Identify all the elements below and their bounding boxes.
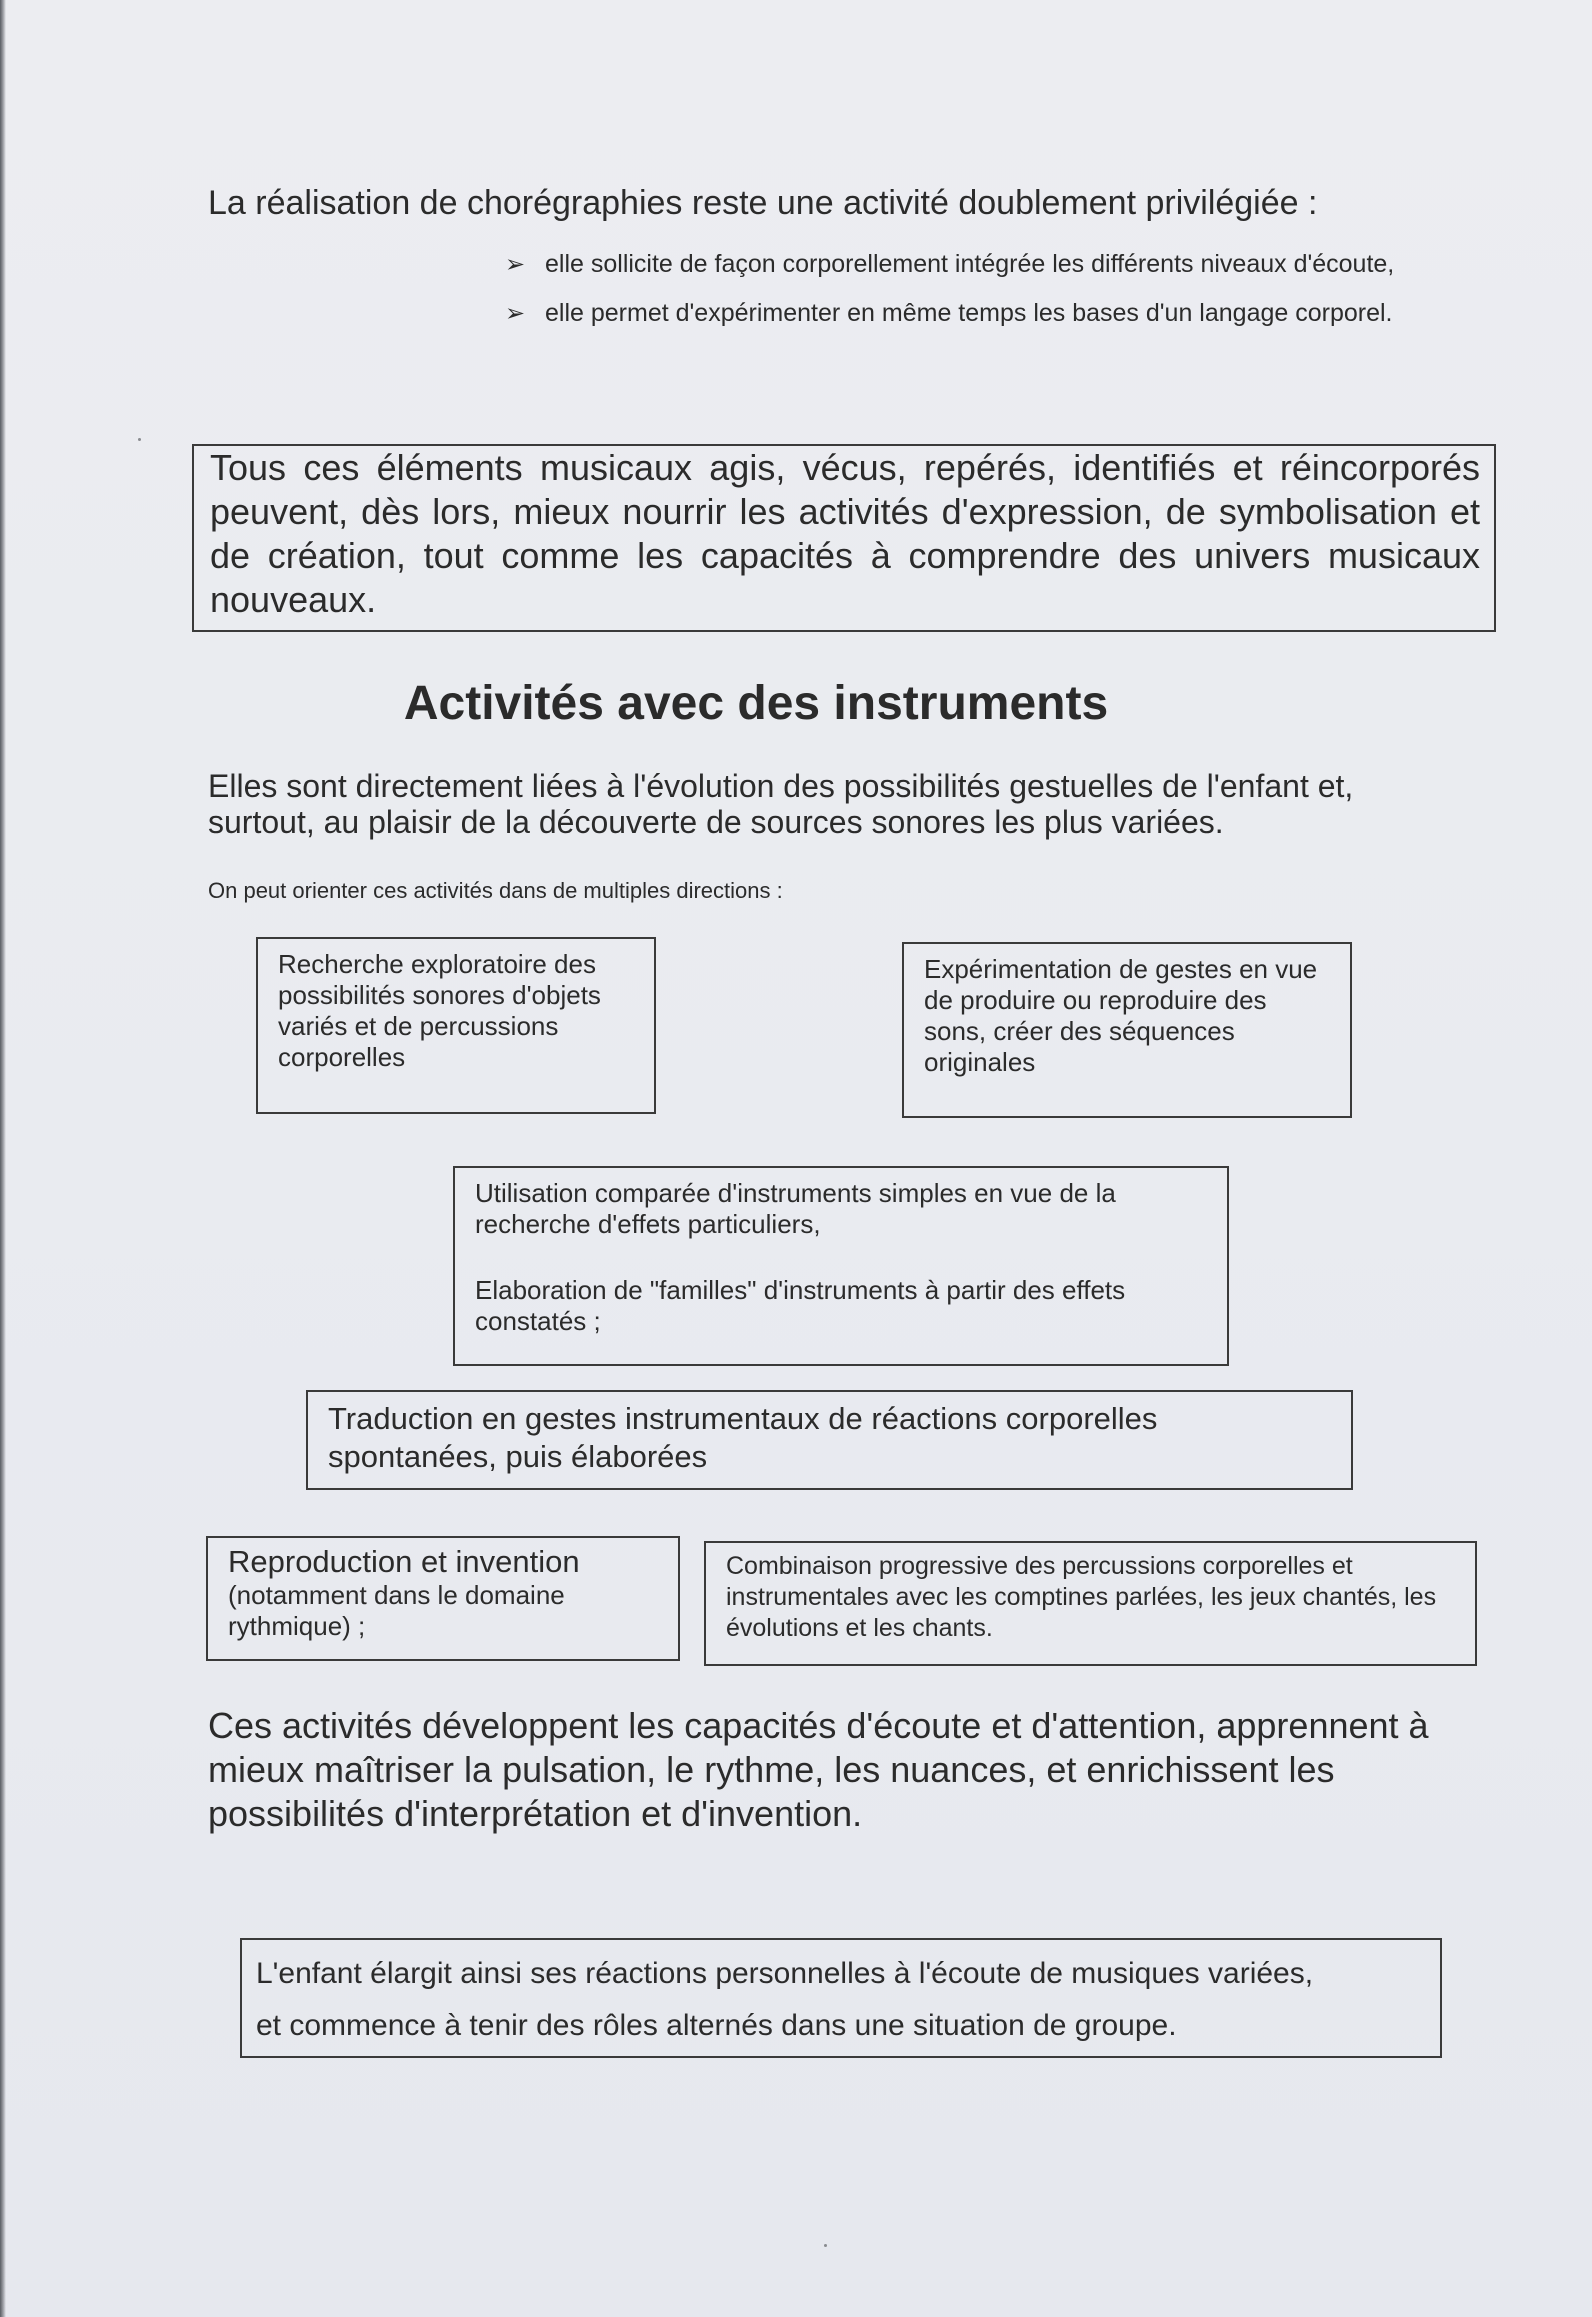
section-heading: [0, 676, 1592, 731]
page-edge-shadow: [0, 0, 6, 2317]
choreography-bullet-list: [505, 250, 1405, 348]
activity-text: Recherche exploratoire des possibilités sonores d'objets variés et de percussions corporelles: [278, 949, 601, 1072]
paper-speck: [138, 438, 141, 441]
arrow-bullet-icon: ➢: [505, 251, 526, 278]
activity-text-families: Elaboration de "familles" d'instruments à partir des effets constatés ;: [475, 1275, 1126, 1336]
activity-text: Combinaison progressive des percussions corporelles et instrumentales avec les comptines parlées, les jeux chantés, les évolutions et les chants.: [726, 1552, 1437, 1642]
paper-speck: [824, 2244, 827, 2247]
bullet-item: [505, 250, 1405, 279]
activity-title: Reproduction et invention: [228, 1544, 580, 1579]
activity-box-exploration: [256, 937, 656, 1114]
activity-box-gestures: [902, 942, 1352, 1118]
intro-sentence: La réalisation de chorégraphies reste une activité doublement privilégiée :: [208, 184, 1318, 222]
summary-text: Tous ces éléments musicaux agis, vécus, repérés, identifiés et réincorporés peuvent, dès lors, mieux nourrir les activités d'expression, de symbolisation et de création, tout comme les capacités à comprendre des univers musicaux nouveaux.: [210, 447, 1480, 620]
activity-note: (notamment dans le domaine rythmique) ;: [228, 1580, 565, 1641]
final-line-1: L'enfant élargit ainsi ses réactions personnelles à l'écoute de musiques variées,: [256, 1957, 1314, 1990]
arrow-bullet-icon: ➢: [505, 300, 526, 327]
activity-text: Expérimentation de gestes en vue de produire ou reproduire des sons, créer des séquences originales: [924, 954, 1318, 1077]
bullet-text: elle permet d'expérimenter en même temps les bases d'un langage corporel.: [545, 299, 1393, 327]
summary-box: [192, 444, 1496, 632]
activity-text-comparison: Utilisation comparée d'instruments simples en vue de la recherche d'effets particuliers,: [475, 1178, 1116, 1239]
directions-intro: On peut orienter ces activités dans de multiples directions :: [208, 878, 783, 903]
activity-box-combination: [704, 1541, 1477, 1666]
lead-paragraph: Elles sont directement liées à l'évolution des possibilités gestuelles de l'enfant et, surtout, au plaisir de la découverte de sources sonores les plus variées.: [208, 768, 1354, 840]
bullet-text: elle sollicite de façon corporellement intégrée les différents niveaux d'écoute,: [545, 250, 1395, 278]
activity-text: Traduction en gestes instrumentaux de réactions corporelles spontanées, puis élaborées: [328, 1401, 1158, 1474]
bullet-item: [505, 299, 1405, 328]
activity-box-reproduction: [206, 1536, 680, 1661]
conclusion-paragraph: Ces activités développent les capacités d'écoute et d'attention, apprennent à mieux maîtriser la pulsation, le rythme, les nuances, et enrichissent les possibilités d'interprétation et d'invention.: [208, 1705, 1429, 1834]
section-heading-text: Activités avec des instruments: [403, 677, 1109, 730]
activity-box-instruments: [453, 1166, 1229, 1366]
activity-box-translation: [306, 1390, 1353, 1490]
final-line-2: et commence à tenir des rôles alternés dans une situation de groupe.: [256, 2009, 1177, 2042]
final-box: [240, 1938, 1442, 2058]
